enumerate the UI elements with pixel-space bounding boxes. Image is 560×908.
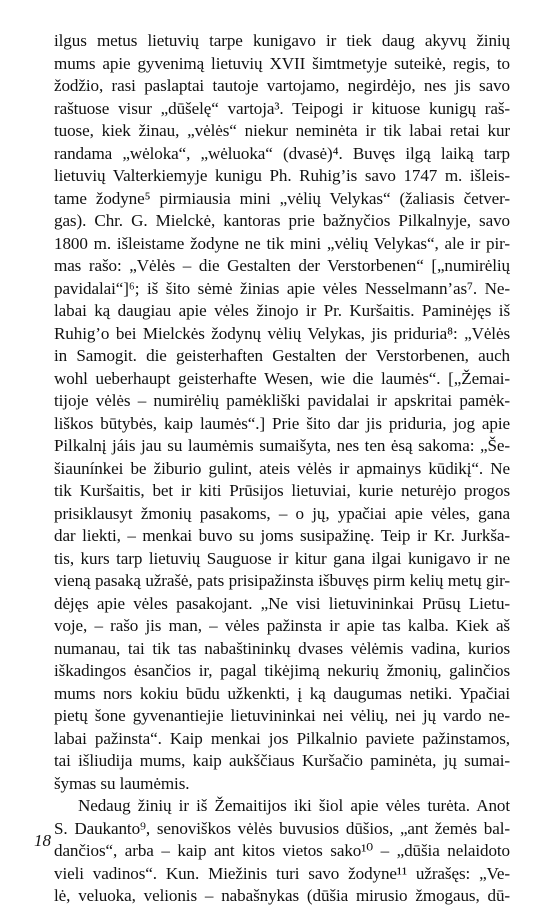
text-line: S. Daukanto⁹, senoviškos vėlės buvusios dūšios, „ant žemės bal- xyxy=(54,818,510,838)
text-line: lietuvių Valterkiemyje kunigu Ph. Ruhig’is savo 1747 m. išleis- xyxy=(54,166,510,185)
text-line: pavidalai“]⁶; iš šito sėmė žinias apie vėles Nesselmann’as⁷. Ne- xyxy=(54,278,510,298)
text-line: vieli vadinos“. Kun. Miežinis turi savo žodyne¹¹ užrašęs: „Ve- xyxy=(54,863,510,883)
text-line: randama „wėloka“, „wėluoka“ (dvasė)⁴. Buvęs ilgą laiką tarp xyxy=(54,143,510,163)
text-line: tijoje vėlės – numirėlių pamėkliški pavidalai ir apskritai pamėk- xyxy=(54,391,510,410)
text-line: gas). Chr. G. Mielckė, kantoras prie bažnyčios Pilkalnyje, savo xyxy=(54,211,510,230)
paragraph xyxy=(54,795,510,908)
text-line: mums nors kokiu būdu užkenkti, į ką daugumas netiki. Ypačiai xyxy=(54,683,510,703)
text-line: ilgus metus lietuvių tarpe kunigavo ir tiek daug akyvų žinių xyxy=(54,31,510,50)
text-line: liškos būtybės, kaip laumės“.] Prie šito dar jis priduria, jog apie xyxy=(54,413,510,433)
text-line: labai ką daugiau apie vėles žinojo ir Pr. Kuršaitis. Paminėjęs iš xyxy=(54,301,510,320)
text-line: pietų šone gyvenantiejie lietuvininkai nei vėlių, nei jų vardo ne- xyxy=(54,706,510,725)
text-line: Nedaug žinių ir iš Žemaitijos iki šiol apie vėles turėta. Anot xyxy=(78,796,510,815)
text-line: labai pažinsta“. Kaip menkai jos Pilkalnio paviete pažinstamos, xyxy=(54,728,510,748)
text-line: mas rašo: „Vėlės – die Gestalten der Verstorbenen“ [„numirėlių xyxy=(54,256,510,275)
text-line: dar liekti, – menkai buvo su joms susipažinę. Teip ir Kr. Jurkša- xyxy=(54,526,510,545)
text-line: šymas su laumėmis. xyxy=(54,773,190,793)
text-line: wohl ueberhaupt geisterhafte Wesen, wie die laumės“. [„Žemai- xyxy=(54,368,510,388)
text-line: vieną pasaką užrašė, pats prisipažinsta išbuvęs pirm kelių metų gir- xyxy=(54,571,510,590)
body-text xyxy=(54,30,510,908)
text-line: lė, veluoka, velionis – nabašnykas (dūšia mirusio žmogaus, dū- xyxy=(54,886,510,905)
text-line: 1800 m. išleistame žodyne ne tik mini „vėlių Velykas“, ale ir pir- xyxy=(54,233,510,253)
text-line: iškadingos ėsančios ir, pagal tikėjimą nekurių žmonių, galinčios xyxy=(54,661,510,680)
text-line: dėjęs apie vėles pasakojant. „Ne visi lietuvininkai Prūsų Lietu- xyxy=(54,593,510,613)
text-line: Ruhig’o bei Mielckės žodynų vėlių Velykas, jis priduria⁸: „Vėlės xyxy=(54,323,510,343)
paragraph xyxy=(54,30,510,795)
text-line: in Samogit. die geisterhaften Gestalten der Verstorbenen, auch xyxy=(54,346,510,365)
text-line: tame žodyne⁵ pirmiausia mini „vėlių Velykas“ (žaliasis četver- xyxy=(54,188,510,208)
text-line: tis, kurs tarp lietuvių Sauguose ir kitur gana ilgai kunigavo ir ne xyxy=(54,548,510,568)
text-line: tai išliudija mums, kaip aukščiaus Kuršačio paminėta, jų sumai- xyxy=(54,751,510,770)
text-line: numanau, tai tik tas nabaštininkų dvases vėlėmis vadina, kurios xyxy=(54,638,510,658)
text-line: mums apie gyvenimą lietuvių XVII šimtmetyje suteikė, regis, to xyxy=(54,53,510,73)
text-line: raštuose visur „dūšelę“ vartoja³. Teipogi ir kituose kunigų raš- xyxy=(54,98,510,118)
text-line: Pilkalnį jáis jau su laumėmis sumaišyta, nes ten ėsą sakoma: „Še- xyxy=(54,436,510,455)
text-line: žodžio, rasi paslaptai tautoje vartojamo, negirdėjo, nes jis savo xyxy=(54,76,510,95)
text-line: tik Kuršaitis, bet ir kiti Prūsijos lietuviai, kurie neturėjo progos xyxy=(54,481,510,500)
text-line: šiaunínkei be žiburio gulint, ateis vėlės ir apmainys kūdikį“. Ne xyxy=(54,458,510,478)
text-line: prisiklausyt žmonių pasakoms, – o jų, ypačiai apie vėles, gana xyxy=(54,503,510,523)
text-line: voje, – rašo jis man, – vėles pažinsta ir apie tas kalba. Kiek aš xyxy=(54,616,510,635)
page-number: 18 xyxy=(34,831,51,850)
text-line: tuose, kiek žinau, „vėlės“ niekur neminėta ir tik labai retai kur xyxy=(54,121,510,140)
text-line: dančios“, arba – kaip ant kitos vietos sako¹⁰ – „dūšia nelaidoto xyxy=(54,841,510,860)
